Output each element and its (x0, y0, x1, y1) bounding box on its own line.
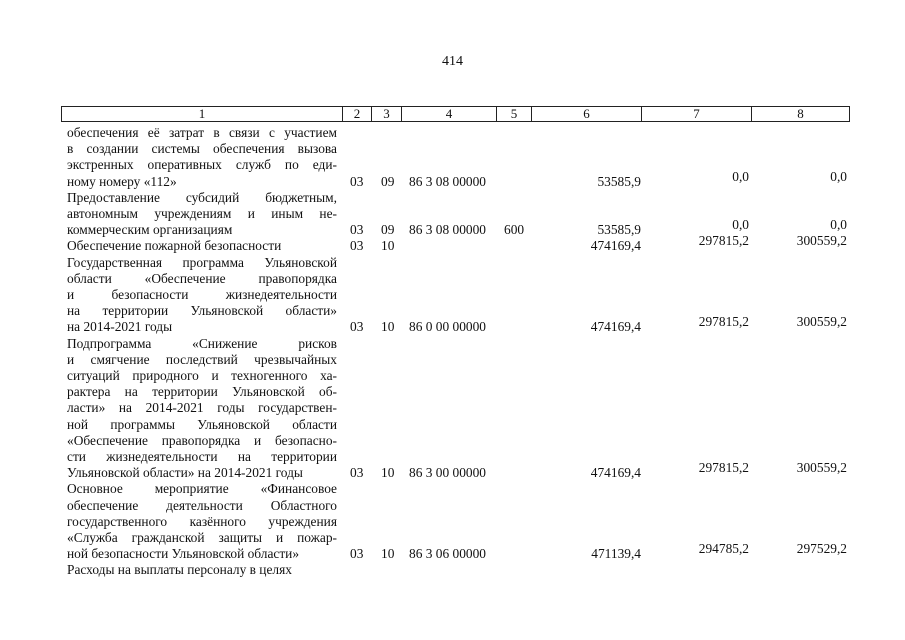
cell-col-6: 471139,4 (591, 546, 641, 562)
cell-col-8: 297529,2 (796, 541, 847, 557)
description-line: ному номеру «112» (67, 173, 177, 189)
header-col-4: 4 (402, 107, 497, 121)
header-col-2: 2 (343, 107, 372, 121)
description-line: на 2014-2021 годы (67, 319, 173, 335)
table-header (61, 106, 850, 122)
description-line: Расходы на выплаты персоналу в целях (67, 562, 292, 578)
description-line: ласти» на 2014-2021 годы государствен- (67, 400, 337, 416)
description-line: Основное мероприятие «Финансовое (67, 481, 337, 497)
cell-col-7: 297815,2 (698, 233, 749, 249)
description-line: ситуаций природного и техногенного ха- (67, 368, 337, 383)
row-description (67, 562, 337, 578)
cell-col-2: 03 (350, 238, 364, 254)
row-description (67, 336, 337, 482)
table-row (0, 125, 905, 190)
cell-col-2: 03 (350, 465, 364, 481)
cell-col-8: 0,0 (830, 217, 847, 233)
header-col-6: 6 (532, 107, 642, 121)
table-row (0, 233, 905, 254)
description-line: в создании системы обеспечения вызова (67, 141, 337, 157)
cell-col-2: 03 (350, 222, 364, 238)
cell-col-4: 86 3 00 00000 (409, 465, 486, 481)
description-line: и смягчение последствий чрезвычайных (67, 351, 337, 367)
cell-col-3: 10 (381, 465, 395, 481)
table-row (0, 481, 905, 562)
description-line: рактера на территории Ульяновской об- (67, 384, 337, 400)
table-row (0, 190, 905, 239)
cell-col-2: 03 (350, 319, 364, 335)
description-line: обеспечения её затрат в связи с участием (67, 125, 337, 140)
cell-col-3: 09 (381, 173, 395, 189)
description-line: «Служба гражданской защиты и пожар- (67, 530, 337, 545)
description-line: Ульяновской области» на 2014-2021 годы (67, 465, 303, 481)
cell-col-5: 600 (504, 222, 525, 238)
cell-col-6: 53585,9 (597, 173, 641, 189)
cell-col-8: 300559,2 (796, 233, 847, 249)
description-line: Обеспечение пожарной безопасности (67, 238, 282, 254)
description-line: ной безопасности Ульяновской области» (67, 546, 300, 562)
description-line: области «Обеспечение правопорядка (67, 270, 337, 286)
cell-col-4: 86 3 08 00000 (409, 173, 486, 189)
cell-col-4: 86 3 08 00000 (409, 222, 486, 238)
cell-col-6: 53585,9 (597, 222, 641, 238)
cell-col-8: 300559,2 (796, 460, 847, 476)
page-number: 414 (442, 54, 463, 69)
cell-col-7: 0,0 (732, 217, 749, 233)
cell-col-3: 09 (381, 222, 395, 238)
cell-col-7: 294785,2 (698, 541, 749, 557)
table-row (0, 255, 905, 336)
header-col-1: 1 (62, 107, 343, 121)
description-line: государственного казённого учреждения (67, 513, 337, 529)
description-line: ной программы Ульяновской области (67, 416, 337, 432)
cell-col-6: 474169,4 (590, 319, 641, 335)
table-row (0, 562, 905, 578)
cell-col-2: 03 (350, 173, 364, 189)
description-line: Подпрограмма «Снижение рисков (67, 335, 337, 351)
cell-col-2: 03 (350, 546, 364, 562)
description-line: сти жизнедеятельности на территории (67, 449, 337, 465)
cell-col-7: 297815,2 (698, 460, 749, 476)
cell-col-4: 86 0 00 00000 (409, 319, 486, 335)
header-col-7: 7 (642, 107, 752, 121)
cell-col-3: 10 (381, 319, 395, 335)
description-line: экстренных оперативных служб по еди- (67, 157, 337, 173)
table-row (0, 336, 905, 482)
description-line: Государственная программа Ульяновской (67, 254, 337, 270)
header-col-5: 5 (497, 107, 532, 121)
row-description (67, 125, 337, 190)
cell-col-3: 10 (381, 546, 395, 562)
cell-col-8: 0,0 (830, 168, 847, 184)
row-description (67, 238, 337, 254)
row-description (67, 190, 337, 239)
description-line: автономным учреждениям и иным не- (67, 206, 337, 221)
header-col-3: 3 (372, 107, 402, 121)
description-line: Предоставление субсидий бюджетным, (67, 189, 337, 205)
header-col-8: 8 (797, 106, 804, 121)
cell-col-7: 297815,2 (698, 314, 749, 330)
description-line: и безопасности жизнедеятельности (67, 287, 337, 302)
description-line: на территории Ульяновской области» (67, 303, 337, 319)
cell-col-4: 86 3 06 00000 (409, 546, 486, 562)
cell-col-6: 474169,4 (590, 238, 641, 254)
cell-col-6: 474169,4 (590, 465, 641, 481)
description-line: обеспечение деятельности Областного (67, 497, 337, 513)
cell-col-8: 300559,2 (796, 314, 847, 330)
row-description (67, 255, 337, 336)
cell-col-7: 0,0 (732, 168, 749, 184)
row-description (67, 481, 337, 562)
cell-col-3: 10 (381, 238, 395, 254)
description-line: «Обеспечение правопорядка и безопасно- (67, 432, 337, 448)
description-line: коммерческим организациям (67, 222, 233, 238)
